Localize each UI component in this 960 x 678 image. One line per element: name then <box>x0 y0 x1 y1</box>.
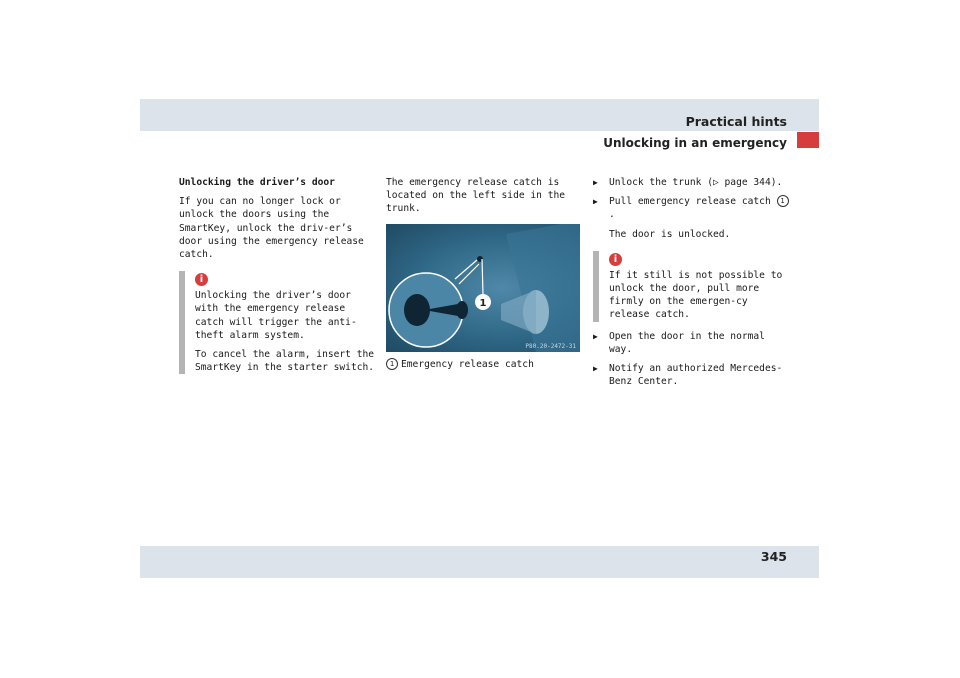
trunk-photo <box>386 224 580 352</box>
step-arrow-icon: ▶ <box>593 178 598 187</box>
intro-paragraph: If you can no longer lock or unlock the doors using the SmartKey, unlock the driv-er’s door using the emergency release catch. <box>179 196 364 261</box>
caption-number: 1 <box>386 358 398 370</box>
instruction-step <box>593 195 793 221</box>
page-number: 345 <box>760 549 787 564</box>
section-marker-tab <box>797 132 819 148</box>
step-text: Notify an authorized Mercedes-Benz Center. <box>609 363 783 388</box>
step-arrow-icon: ▶ <box>593 331 598 341</box>
step-arrow-icon: ▶ <box>593 197 598 207</box>
subsection-heading: Unlocking the driver’s door <box>179 177 335 188</box>
info-note-line: Unlocking the driver’s door with the emergency release catch will trigger the anti-theft alarm system. <box>195 290 357 341</box>
instruction-step <box>593 362 793 388</box>
section-title: Practical hints <box>685 114 787 129</box>
column-1 <box>179 176 375 382</box>
info-note-line: If it still is not possible to unlock the door, pull more firmly on the emergen-cy release catch. <box>609 269 783 321</box>
release-catch-illustration <box>386 224 580 352</box>
step-suffix: . <box>609 209 615 221</box>
column-3 <box>593 176 793 394</box>
step-result: The door is unlocked. <box>609 228 731 240</box>
step-text: Open the door in the normal way. <box>609 330 765 355</box>
info-icon: i <box>609 253 622 266</box>
caption-text: Emergency release catch <box>401 358 534 370</box>
figure-caption <box>386 358 582 371</box>
instruction-step <box>593 330 793 356</box>
column-2 <box>386 176 582 371</box>
location-paragraph: The emergency release catch is located on the left side in the trunk. <box>386 177 566 215</box>
info-icon: i <box>195 273 208 286</box>
reference-number: 1 <box>777 195 789 207</box>
info-note <box>593 251 793 322</box>
step-text: Pull emergency release catch <box>609 196 771 208</box>
image-code: P80.20-2472-31 <box>525 342 576 350</box>
instruction-step <box>593 176 793 189</box>
step-arrow-icon: ▶ <box>593 364 598 374</box>
step-text: Unlock the trunk (▷ page 344). <box>609 177 783 188</box>
callout-number: 1 <box>479 297 487 309</box>
subsection-title: Unlocking in an emergency <box>603 136 787 150</box>
footer-band <box>140 546 819 578</box>
info-note <box>179 271 375 374</box>
info-note-line: To cancel the alarm, insert the SmartKey in the starter switch. <box>195 349 375 374</box>
